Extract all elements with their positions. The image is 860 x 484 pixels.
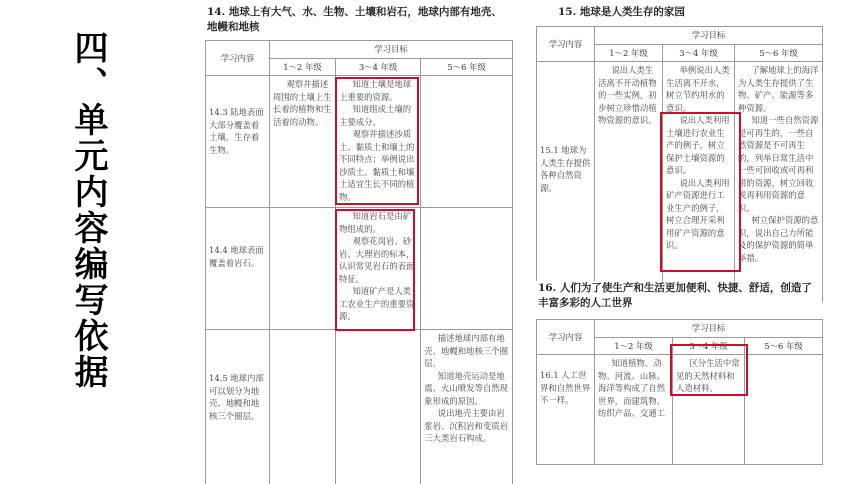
goal-text: 说出人类生活离不开动植物的一些实例，初步树立珍惜动植物资源的意识。	[598, 65, 657, 125]
goal-text: 知道一些自然资源是可再生的，一些自然资源是不可再生的，列举日常生活中一些可回收或可再利用的资源，树立回收或再利用资源的意识。	[738, 115, 819, 213]
grade-header: 3～4 年级	[663, 44, 735, 62]
grade-header: 1～2 年级	[269, 58, 335, 76]
grade-header: 5～6 年级	[421, 58, 513, 76]
goal-text: 说出人类利用土壤进行农业生产的例子，树立保护土壤资源的意识。	[666, 115, 730, 175]
left-table	[205, 40, 513, 484]
content-cell	[206, 330, 270, 484]
content-cell	[537, 355, 595, 465]
content-text: 14.5 地球内部可以划分为地壳、地幔和地核三个圈层。	[209, 373, 264, 421]
grade-header: 5～6 年级	[745, 337, 823, 355]
goal-text: 知道土壤是地球上重要的资源。	[339, 79, 412, 102]
right1-heading: 15. 地球是人类生存的家园	[558, 6, 685, 18]
content-text: 14.4 地球表面覆盖着岩石。	[209, 245, 264, 268]
col-header-content: 学习内容	[206, 41, 270, 76]
col-header-goal: 学习目标	[269, 41, 512, 59]
col-header-content: 学习内容	[537, 320, 595, 355]
right-document-15	[536, 5, 822, 302]
left-heading: 14. 地球上有大气、水、生物、土壤和岩石，地球内部有地壳、地幔和地核	[207, 6, 502, 33]
goal-text: 说出地壳主要由岩浆岩、沉积岩和变质岩三大类岩石构成。	[424, 408, 509, 443]
goal-cell	[595, 62, 663, 302]
col-header-goal: 学习目标	[595, 27, 823, 45]
goal-text: 知道地壳运动是地震、火山喷发等自然现象形成的原因。	[424, 370, 509, 406]
content-text: 16.1 人工世界和自然世界不一样。	[540, 370, 591, 405]
col-header-content: 学习内容	[537, 27, 595, 62]
goal-cell	[421, 76, 513, 208]
goal-text: 区分生活中常见的天然材料和人造材料。	[676, 358, 740, 393]
right-document-16	[536, 281, 822, 465]
goal-text: 说出人类利用矿产资源进行工业生产的例子，树立合理开采利用矿产资源的意识。	[666, 177, 730, 250]
grade-header: 1～2 年级	[595, 337, 673, 355]
grade-header: 5～6 年级	[735, 44, 823, 62]
goal-text: 观察并描述沙质土、黏质土和壤土的不同特点；举例说出沙质土、黏质土和壤土适宜生长不同的植物。	[339, 129, 415, 202]
grade-header: 3～4 年级	[673, 337, 745, 355]
side-title: 四、单元内容编写依据	[68, 30, 108, 390]
goal-cell	[745, 355, 823, 465]
goal-cell	[269, 330, 335, 484]
content-text: 14.3 陆地表面大部分覆盖着土壤，生存着生物。	[209, 107, 264, 155]
goal-text: 知道植物、动物、河流、山脉、海洋等构成了自然世界，而建筑物、纺织产品、交通工	[598, 358, 665, 418]
goal-cell	[336, 208, 421, 330]
goal-text: 知道组成土壤的主要成分。	[339, 104, 412, 127]
goal-text: 知道矿产是人类工农业生产的重要资源。	[339, 286, 415, 321]
goal-cell	[269, 76, 335, 208]
goal-cell	[595, 355, 673, 465]
goal-cell	[269, 208, 335, 330]
goal-cell	[673, 355, 745, 465]
right1-table	[536, 26, 823, 302]
content-cell	[537, 62, 595, 302]
goal-cell	[336, 330, 421, 484]
goal-cell	[421, 330, 513, 484]
goal-text: 描述地球内部有地壳、地幔和地核三个圈层。	[424, 333, 509, 368]
goal-text: 树立保护资源的意识，说出自己力所能及的保护资源的简单举措。	[738, 215, 819, 263]
goal-text: 举例说出人类生活离不开水，树立节约用水的意识。	[666, 65, 730, 113]
right2-table	[536, 319, 823, 465]
grade-header: 3～4 年级	[336, 58, 421, 76]
content-text: 15.1 地球为人类生存提供各种自然资源。	[540, 145, 591, 193]
goal-cell	[336, 76, 421, 208]
goal-text: 观察并描述周围的土壤上生长着的植物和生活着的动物。	[272, 79, 332, 127]
right2-heading: 16. 人们为了使生产和生活更加便利、快捷、舒适，创造了丰富多彩的人工世界	[538, 282, 812, 309]
left-document	[205, 5, 513, 484]
goal-cell	[735, 62, 823, 302]
goal-text: 了解地球上的海洋为人类生存提供了生物、矿产、能源等多种资源。	[738, 65, 819, 113]
col-header-goal: 学习目标	[595, 320, 823, 338]
goal-text: 观察花岗岩、砂岩、大理岩的标本，认识常见岩石的表面特征。	[339, 236, 415, 284]
content-cell	[206, 76, 270, 208]
content-cell	[206, 208, 270, 330]
goal-text: 知道岩石是由矿物组成的。	[339, 211, 412, 234]
grade-header: 1～2 年级	[595, 44, 663, 62]
goal-cell	[663, 62, 735, 302]
goal-cell	[421, 208, 513, 330]
